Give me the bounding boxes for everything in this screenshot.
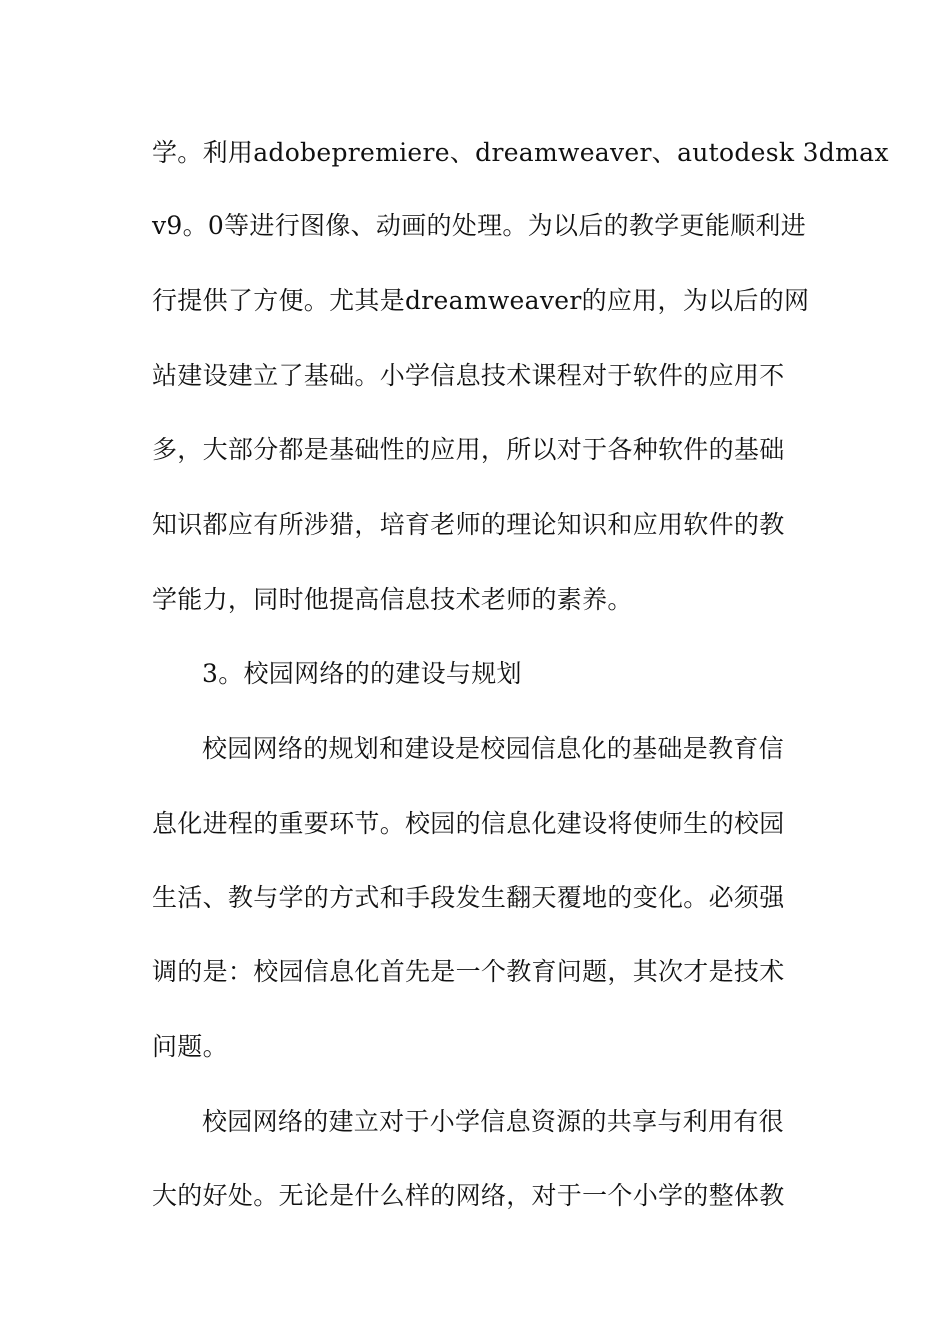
text-line: 校园网络的建立对于小学信息资源的共享与利用有很 bbox=[202, 1107, 784, 1136]
text-line: 站建设建立了基础。小学信息技术课程对于软件的应用不 bbox=[152, 361, 785, 390]
text-line: 大的好处。无论是什么样的网络，对于一个小学的整体教 bbox=[152, 1181, 785, 1210]
text-line: 调的是：校园信息化首先是一个教育问题，其次才是技术 bbox=[152, 957, 785, 986]
text-line: 多，大部分都是基础性的应用，所以对于各种软件的基础 bbox=[152, 435, 785, 464]
text-line: 学。利用adobepremiere、dreamweaver、autodesk 3dmax bbox=[152, 138, 889, 167]
text-line: 生活、教与学的方式和手段发生翻天覆地的变化。必须强 bbox=[152, 883, 785, 912]
text-line: 问题。 bbox=[152, 1032, 228, 1061]
text-line: v9。0等进行图像、动画的处理。为以后的教学更能顺利进 bbox=[152, 211, 807, 240]
text-line: 校园网络的规划和建设是校园信息化的基础是教育信 bbox=[202, 734, 784, 763]
text-line: 知识都应有所涉猎，培育老师的理论知识和应用软件的教 bbox=[152, 510, 785, 539]
text-line: 息化进程的重要环节。校园的信息化建设将使师生的校园 bbox=[152, 809, 785, 838]
text-line: 学能力，同时他提高信息技术老师的素养。 bbox=[152, 585, 633, 614]
section-heading: 3。校园网络的的建设与规划 bbox=[202, 659, 522, 688]
text-line: 行提供了方便。尤其是dreamweaver的应用，为以后的网 bbox=[152, 286, 810, 315]
